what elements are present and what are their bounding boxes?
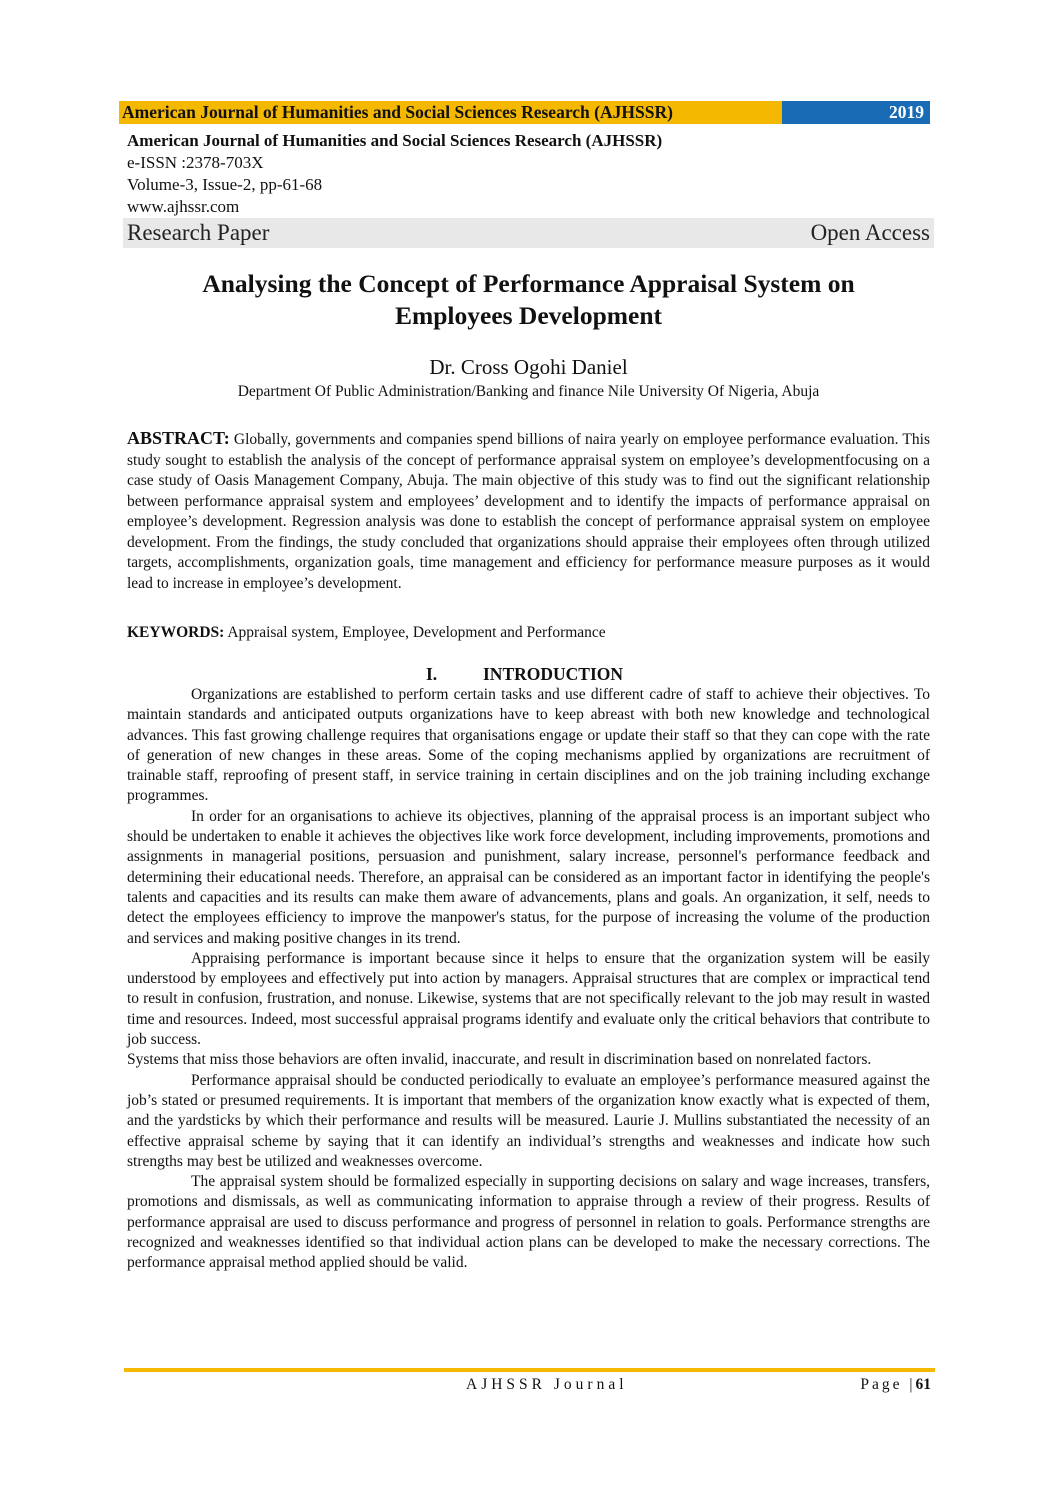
paragraph: Performance appraisal should be conducted periodically to evaluate an employee’s performance measured against the job’s stated or presumed requirements. It is important that members of the organization know exactly what is expected of them, and the yardsticks by which their performance and results will be measured. Laurie J. Mullins substantiated the necessity of an effective appraisal scheme by saying that it can identify an individual’s strengths and weaknesses and indicate how such strengths may best be utilized and weaknesses overcome. (127, 1071, 930, 1170)
author-name: Dr. Cross Ogohi Daniel (429, 355, 628, 379)
meta-issn: e-ISSN :2378-703X (127, 153, 264, 172)
keywords-label: KEYWORDS: (127, 624, 225, 641)
body-text (127, 685, 930, 1274)
section-heading (127, 663, 930, 685)
meta-website: www.ajhssr.com (127, 197, 240, 216)
header-journal-name: American Journal of Humanities and Social Sciences Research (AJHSSR) (119, 101, 782, 124)
page-footer (124, 1376, 935, 1398)
page-number: 61 (915, 1376, 931, 1393)
section-number: I. (426, 664, 438, 684)
running-header (119, 101, 930, 124)
header-year: 2019 (782, 101, 930, 124)
abstract (127, 428, 930, 594)
paragraph: Organizations are established to perform certain tasks and use different cadre of staff to achieve their objectives. To maintain standards and anticipated outputs organizations have to keep abreast with both new knowledge and technological advances. This fast growing challenge requires that organisations engage or update their staff so that they can cope with the rate of generation of new changes in these areas. Some of the coping mechanisms applied by organizations are recruitment of trainable staff, reproofing of present staff, in service training in certain disciplines and on the job training including exchange programmes. (127, 686, 930, 805)
access-type: Open Access (810, 220, 930, 245)
meta-journal-name: American Journal of Humanities and Social Sciences Research (AJHSSR) (127, 131, 663, 150)
paper-title-line-2: Employees Development (394, 301, 662, 330)
footer-page-number (860, 1376, 931, 1394)
paper-title (127, 268, 930, 332)
article-type-bar (123, 218, 934, 248)
abstract-text: Globally, governments and companies spend billions of naira yearly on employee performance evaluation. This study sought to establish the analysis of the concept of performance appraisal system on employee’s developmentfocusing on a case study of Oasis Management Company, Abuja. The main objective of this study was to find out the significant relationship between performance appraisal system and employees’ development and to identify the impacts of performance appraisal on employee’s development. Regression analysis was done to establish the concept of performance appraisal system on employee development. From the findings, the study concluded that organizations should appraise their employees often through utilized targets, accomplishments, organization goals, time management and efficiency for performance measure purposes as it would lead to increase in employee’s development. (127, 431, 930, 592)
paragraph: Systems that miss those behaviors are often invalid, inaccurate, and result in discrimination based on nonrelated factors. (127, 1051, 872, 1069)
meta-volume: Volume-3, Issue-2, pp-61-68 (127, 175, 323, 194)
footer-page-label: Page | (860, 1376, 916, 1393)
footer-journal: AJHSSR Journal (466, 1376, 628, 1393)
paragraph: The appraisal system should be formalized especially in supporting decisions on salary and wage increases, transfers, promotions and dismissals, as well as communicating information to appraise through a review of their progress. Results of performance appraisal are used to discuss performance and progress of personnel in relation to goals. Performance strengths are recognized and weaknesses identified so that individual action plans can be developed to make the necessary corrections. The performance appraisal method applied should be valid. (127, 1173, 930, 1272)
footer-divider (124, 1368, 935, 1372)
paragraph: In order for an organisations to achieve its objectives, planning of the appraisal process is an important subject who should be undertaken to enable it achieves the objectives like work force development, including improvements, promotions and assignments in managerial positions, persuasion and punishment, salary increase, personnel's performance feedback and determining their educational needs. Therefore, an appraisal can be considered as an important factor in identifying the people's talents and capacities and its results can make them aware of advancements, plans and goals. An organization, it self, needs to detect the employees efficiency to improve the manpower's status, for the purpose of increasing the volume of the production and services and making positive changes in its trend. (127, 807, 930, 947)
article-type: Research Paper (127, 220, 270, 245)
author-affiliation: Department Of Public Administration/Banking and finance Nile University Of Nigeria, Abuja (237, 383, 820, 400)
keywords (127, 623, 930, 643)
abstract-label: ABSTRACT: (127, 428, 230, 448)
journal-meta (127, 130, 930, 218)
paper-title-line-1: Analysing the Concept of Performance Appraisal System on (202, 269, 855, 298)
paragraph: Appraising performance is important because since it helps to ensure that the organization system will be easily understood by employees and effectively put into action by managers. Appraisal structures that are complex or impractical tend to result in confusion, frustration, and nonuse. Likewise, systems that are not specifically relevant to the job may result in wasted time and resources. Indeed, most successful appraisal programs identify and evaluate only the critical behaviors that contribute to job success. (127, 949, 930, 1049)
section-title: INTRODUCTION (483, 664, 624, 684)
keywords-text: Appraisal system, Employee, Development and Performance (224, 624, 606, 641)
